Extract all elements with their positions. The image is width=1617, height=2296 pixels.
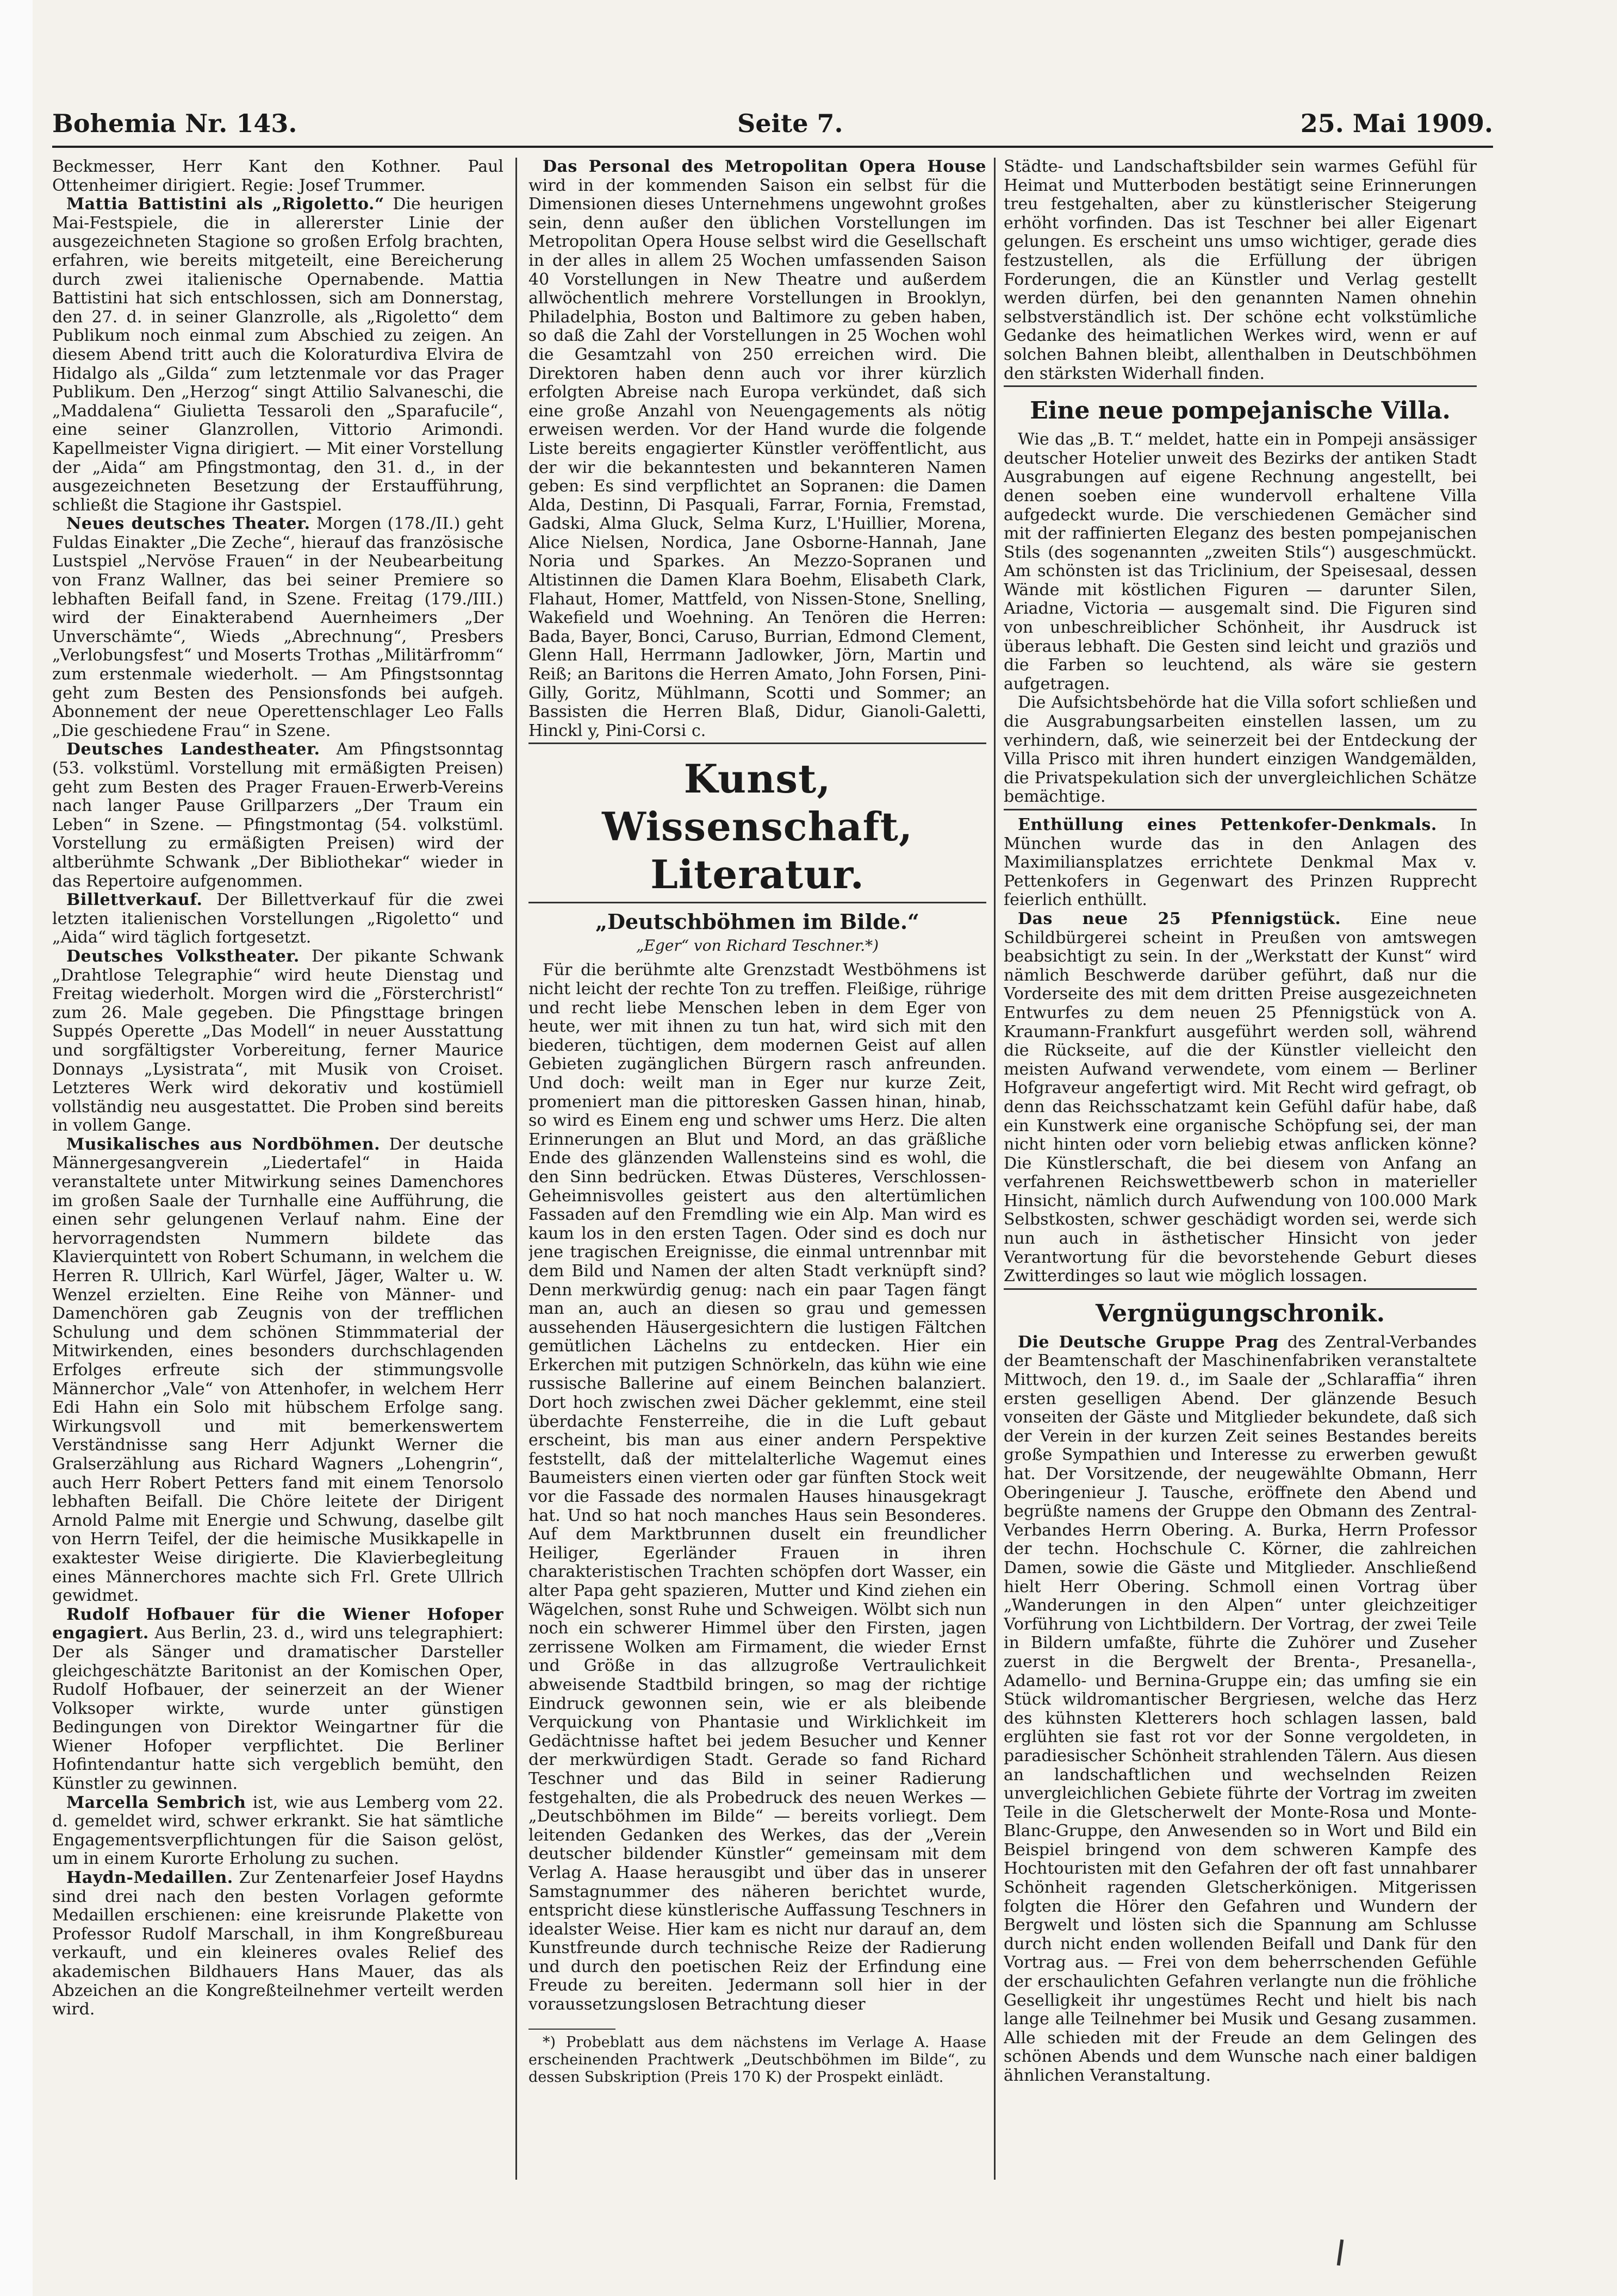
section-rule [1004,385,1477,387]
section-rule [528,902,986,903]
article-headline: Das Personal des Metropolitan Opera House [543,158,986,176]
page-header [52,109,1493,141]
article-text: Der Billettverkauf für die zwei letzten italienischen Vorstellungen „Rigoletto“ und „Aida“ wird täglich fortgesetzt. [52,890,503,947]
article-text: Aus Berlin, 23. d., wird uns telegraphiert: Der als Sänger und dramatischer Darsteller gleichgeschätzte Baritonist an der Komischen Oper, Rudolf Hofbauer, der seinerzeit an der Wiener Volksoper wirkte, wurde unter günstigen Bedingungen von Direktor Weingartner für die Wiener Hofoper verpflichtet. Die Berliner Hofintendantur hatte sich vergeblich bemüht, den Künstler zu gewinnen. [52,1624,503,1794]
article-title: Eine neue pompejanische Villa. [1030,397,1451,425]
article-paragraph: Die Aufsichtsbehörde hat die Villa sofort schließen und die Ausgrabungsarbeiten einstellen lassen, um zu verhindern, daß, wie seinerzeit bei der Entdeckung der Villa Prisco mit ihren hundert einzigen Wandgemälden, die Privatspekulation sich der unvergleichlichen Schätze bemächtige. [1004,693,1477,807]
scan-margin [0,0,33,2296]
article-headline: Enthüllung eines Pettenkofer-Denkmals. [1018,815,1437,834]
article-paragraph [52,1794,503,1869]
article-text: Der pikante Schwank „Drahtlose Telegraphie“ wird heute Dienstag und Freitag wiederholt. Morgen wird die „Försterchristl“ zum 26. Male gegeben. Die Pfingsttage bringen Suppés Operette „Das Modell“ in neuer Ausstattung und sorgfältigster Vorbereitung, ferner Maurice Donnays „Lysistrata“, mit Musik von Croiset. Letzteres Werk wird dekorativ und kostümiell vollständig neu ausgestattet. Die Proben sind bereits in vollem Gange. [52,946,503,1135]
article-paragraph [52,1135,503,1606]
article-text: Morgen (178./II.) geht Fuldas Einakter „Die Zeche“, hierauf das französische Lustspiel „Nervöse Frauen“ in der Neubearbeitung von Franz Wallner, das bei seiner Premiere so lebhaften Beifall fand, in Szene. Freitag (179./III.) wird der Einakterabend Auernheimers „Der Unverschämte“, Wieds „Abrechnung“, Presbers „Verlobungsfest“ und Moserts Trothas „Militärfromm“ zum erstenmale wiederholt. — Am Pfingstsonntag geht zum Besten des Pensionsfonds bei aufgeh. Abonnement der neue Operettenschlager Leo Falls „Die geschiedene Frau“ in Szene. [52,514,503,740]
section-title: Kunst, Wissenschaft, Literatur. [602,756,913,898]
article-paragraph [528,158,986,740]
article-text: Zur Zentenarfeier Josef Haydns sind drei nach den besten Vorlagen geformte Medaillen erschienen: eine kreisrunde Plakette von Professor Rudolf Marschall, in ihm Kongreßbureau verkauft, und ein kleineres ovales Relief des akademischen Bildhauers Hans Mauer, das als Abzeichen an die Kongreßteilnehmer verteilt werden wird. [52,1868,503,2019]
column-divider [515,158,517,2180]
column-divider [994,158,996,2180]
article-headline: Musikalisches aus Nordböhmen. [66,1134,381,1154]
article-text: Die heurigen Mai-Festspiele, die in allererster Linie der ausgezeichneten Stagione so großen Erfolg brachten, erfahren, wie bereits mitgeteilt, eine Bereicherung durch zwei italienische Opernabende. Mattia Battistini hat sich entschlossen, sich am Donnerstag, den 27. d. in seiner Glanzrolle, als „Rigoletto“ dem Publikum noch einmal zum Abschied zu zeigen. An diesem Abend tritt auch die Koloraturdiva Elvira de Hidalgo als „Gilda“ zum letztenmale vor das Prager Publikum. Den „Herzog“ singt Attilio Salvaneschi, die „Maddalena“ Giulietta Tessaroli den „Sparafucile“, eine seiner Glanzrollen, Vittorio Arimondi. Kapellmeister Vigna dirigiert. — Mit einer Vorstellung der „Aida“ am Pfingstmontag, den 31. d., in der ausgezeichneten Besetzung der Erstaufführung, schließt die Stagione ihr Gastspiel. [52,195,503,515]
section-rule [1004,1288,1477,1290]
article-headline: Rudolf Hofbauer für die Wiener Hofoper engagiert. [52,1605,503,1643]
article-paragraph [52,891,503,947]
header-rule [52,146,1493,148]
article-headline: Billettverkauf. [66,890,203,910]
column-middle [528,158,986,2180]
article-paragraph [52,1869,503,2019]
article-text: Eine neue Schildbürgerei scheint in Preußen von amtswegen beabsichtigt zu sein. In der „Werkstatt der Kunst“ wird nämlich Beschwerde darüber geführt, daß nur die Vorderseite des mit dem dritten Preise ausgezeichneten Entwurfes zu dem neuen 25 Pfennigstück von A. Kraumann-Frankfurt ausgeführt werden soll, während die Rückseite, auf die der Künstler vielleicht den meisten Aufwand verwendete, vom einem — Berliner Hofgraveur angefertigt wird. Mit Recht wird gefragt, ob denn das Reichsschatzamt kein Gefühl dafür habe, daß ein Kunstwerk eine organische Schöpfung sei, der man nicht hinten oder vorn beliebig etwas anflicken könne? Die Künstlerschaft, die bei diesem von Anfang an verfahrenen Reichswettbewerb schon in materieller Hinsicht, nämlich durch Aufwendung von 100.000 Mark Selbstkosten, schwer geschädigt worden sei, werde sich nun auch in ästhetischer Hinsicht von jeder Verantwortung für die bevorstehende Geburt dieses Zwitterdinges so laut wie möglich lossagen. [1004,909,1477,1286]
article-text: Am Pfingstsonntag (53. volkstüml. Vorstellung mit ermäßigten Preisen) geht zum Besten des Prager Frauen-Erwerb-Vereins nach langer Pause Grillparzers „Der Traum ein Leben“ in Szene. — Pfingstmontag (54. volkstüml. Vorstellung zu ermäßigten Preisen) wird der altberühmte Schwank „Der Bibliothekar“ wieder in das Repertoire aufgenommen. [52,740,503,891]
article-paragraph: Beckmesser, Herr Kant den Kothner. Paul Ottenheimer dirigiert. Regie: Josef Trummer. [52,158,503,195]
article-text: Der deutsche Männergesangverein „Liedertafel“ in Haida veranstaltete unter Mitwirkung seines Damenchores im großen Saale der Turnhalle eine Aufführung, die einen sehr gelungenen Verlauf nahm. Eine der hervorragendsten Nummern bildete das Klavierquintett von Robert Schumann, in welchem die Herren R. Ullrich, Karl Würfel, Jäger, Walter u. W. Wenzel erzielten. Eine Reihe von Männer- und Damenchören gab Zeugnis von der trefflichen Schulung und dem schönen Stimmmaterial der Mitwirkenden, eines besonders durchschlagenden Erfolges erfreute sich der stimmungsvolle Männerchor „Vale“ von Attenhofer, in welchem Herr Edi Hahn ein Solo mit hübschem Erfolge sang. Wirkungsvoll und mit bemerkenswertem Verständnisse sang Herr Adjunkt Werner die Gralserzählung aus Richard Wagners „Lohengrin“, auch Herr Robert Petters fand mit einem Tenorsolo lebhaften Beifall. Die Chöre leitete der Dirigent Arnold Palme mit Energie und Schwung, daselbe gilt von Herrn Teifel, der die heimische Musikkapelle in exaktester Weise dirigierte. Die Klavierbegleitung eines Männerchores machte sich Frl. Grete Ullrich gewidmet. [52,1134,503,1606]
article-headline: Mattia Battistini als „Rigoletto.“ [66,195,384,214]
column-right [1004,158,1477,2180]
article-headline: Das neue 25 Pfennigstück. [1018,909,1341,928]
article-paragraph [52,195,503,515]
newspaper-issue: Bohemia Nr. 143. [52,109,297,138]
article-paragraph [52,1606,503,1794]
article-paragraph [52,515,503,740]
section-rule [528,743,986,744]
article-title: „Deutschböhmen im Bilde.“ [595,909,919,934]
article-text: des Zentral-Verbandes der Beamtenschaft der Maschinenfabriken veranstaltete Mittwoch, den 19. d., im Saale der „Schlaraffia“ ihren ersten geselligen Abend. Der glänzende Besuch vonseiten der Gäste und Mitglieder bekundete, daß sich der Verein in der kurzen Zeit seines Bestandes bereits große Sympathien und Interesse zu erwerben gewußt hat. Der Vorsitzende, der neugewählte Obmann, Herr Oberingenieur J. Tausche, eröffnete den Abend und begrüßte namens der Gruppe den Obmann des Zentral-Verbandes Herrn Obering. A. Burka, Herrn Professor der techn. Hochschule C. Körner, die zahlreichen Damen, sowie die Gäste und Mitglieder. Anschließend hielt Herr Obering. Schmoll einen Vortrag über „Wanderungen in den Alpen“ unter gleichzeitiger Vorführung von Lichtbildern. Der Vortrag, der zwei Teile in Bildern umfaßte, führte die Zuhörer und Zuseher zuerst in die Bergwelt der Brenta-, Presanella-, Adamello- und Bernina-Gruppe ein; das umfing sie ein Stück wildromantischer Bergriesen, welche das Herz des kühnsten Kletterers hoch schlagen lassen, bald erglühten sie fast rot vor der Sonne vergoldeten, in paradiesischer Schönheit strahlenden Tälern. Aus diesen an landschaftlichen und wechselnden Reizen unvergleichlichen Gebiete führte der Vortrag im zweiten Teile in die Gletscherwelt der Monte-Rosa und Monte-Blanc-Gruppe, den Anwesenden so in Wort und Bild ein Beispiel bringend von dem schweren Kampfe des Hochtouristen mit den Gefahren der oft fast unnahbarer Schönheit ragenden Gletscherkönigen. Mitgerissen folgten die Hörer den Gefahren und Wundern der Bergwelt und lösten sich die Spannung am Schlusse durch nicht enden wollenden Beifall und Dank für den Vortrag aus. — Frei von dem beherrschenden Gefühle der erschaulichten Gefahren verlangte nun die fröhliche Geselligkeit ihr ungestümes Recht und hielt bis nach lange alle Teilnehmer bei Musik und Gesang zusammen. Alle schieden mit der Freude an dem Gelingen des schönen Abends und dem Wunsche nach einer baldigen ähnlichen Veranstaltung. [1004,1332,1477,2085]
article-headline: Deutsches Landestheater. [66,740,320,759]
article-paragraph [1004,816,1477,910]
article-title: Vergnügungschronik. [1095,1299,1385,1327]
article-subtitle: „Eger“ von Richard Teschner.*) [636,937,879,955]
article-paragraph [1004,1333,1477,2086]
article-text: wird in der kommenden Saison ein selbst für die Dimensionen dieses Unternehmens ungewohnt großes sein, denn außer den üblichen Vorstellungen im Metropolitan Opera House selbst wird die Gesellschaft in der alles in allem 25 Wochen umfassenden Saison 40 Vorstellungen in New Theatre und außerdem allwöchentlich mehrere Vorstellungen in Brooklyn, Philadelphia, Boston und Baltimore zu geben haben, so daß die Zahl der Vorstellungen in 25 Wochen wohl die Gesamtzahl von 250 erreichen wird. Die Direktoren haben denn auch vor ihrer kürzlich erfolgten Abreise nach Europa verkündet, daß sich eine große Anzahl von Neuengagements als nötig erweisen werden. Vor der Hand wurde die folgende Liste bereits engagierter Künstler veröffentlicht, aus der wir die bekanntesten und bekannteren Namen geben: Es sind verpflichtet an Sopranen: die Damen Alda, Destinn, Di Pasquali, Farrar, Fornia, Fremstad, Gadski, Alma Gluck, Selma Kurz, L'Huillier, Morena, Alice Nielsen, Nordica, Jane Osborne-Hannah, Jane Noria und Sparkes. An Mezzo-Sopranen und Altistinnen die Damen Klara Boehm, Elisabeth Clark, Flahaut, Homer, Mattfeld, von Nissen-Stone, Snelling, Wakefield und Woehning. An Tenören die Herren: Bada, Bayer, Bonci, Caruso, Burrian, Edmond Clement, Glenn Hall, Herrmann Jadlowker, Jörn, Martin und Reiß; an Baritons die Herren Amato, John Forsen, Pini-Gilly, Goritz, Mühlmann, Scotti und Sommer; an Bassisten die Herren Blaß, Didur, Gianoli-Galetti, Hinckl y, Pini-Corsi c. [528,176,986,740]
article-text: In München wurde das in den Anlagen des Maximiliansplatzes errichtete Denkmal Max v. Pettenkofers in Gegenwart des Prinzen Rupprecht feierlich enthüllt. [1004,815,1477,910]
article-headline: Die Deutsche Gruppe Prag [1018,1332,1279,1352]
article-paragraph: Für die berühmte alte Grenzstadt Westböhmens ist nicht leicht der rechte Ton zu treffen. Fleißige, rührige und recht liebe Menschen leben in dem Eger von heute, wer mit ihnen zu tun hat, wird sich mit den biederen, tüchtigen, dem modernen Geist auf allen Gebieten zugänglichen Bürgern rasch anfreunden. Und doch: weilt man in Eger nur kurze Zeit, promeniert man die pittoresken Gassen hinan, hinab, so wird es Einem eng und schwer ums Herz. Die alten Erinnerungen an Blut und Mord, an das gräßliche Ende des glänzenden Wallensteins sind es wohl, die den Sinn bedrücken. Etwas Düsteres, Verschlossen-Geheimnisvolles geistert aus den altertümlichen Fassaden auf den Fremdling wie ein Alp. Man wird es kaum los in den ersten Tagen. Oder sind es doch nur jene tragischen Ereignisse, die einmal untrennbar mit dem Bild und Namen der alten Stadt verknüpft sind? Denn merkwürdig genug: nach ein paar Tagen fängt man an, auch an diesen so grau und gemessen aussehenden Häusergesichtern die lustigen Fältchen gemütlichen Lächelns zu entdecken. Hier ein Erkerchen mit putzigen Schnörkeln, das kühn wie eine russische Ballerine auf einem Beinchen balanziert. Dort hoch zwischen zwei Dächer geklemmt, eine steil überdachte Fensterreihe, die in die Luft gebaut erscheint, bis man aus einer andern Perspektive feststellt, daß der mittelalterliche Wagemut eines Baumeisters einen vierten oder gar fünften Stock weit vor die Fassade des normalen Hauses hinausgekragt hat. Und so hat noch manches Haus sein Besonderes. Auf dem Marktbrunnen duselt ein freundlicher Heiliger, Egerländer Frauen in ihren charakteristischen Trachten schöpfen dort Wasser, ein alter Papa geht spazieren, Mutter und Kind ziehen ein Wägelchen, sonst Ruhe und Schweigen. Wölbt sich nun noch ein schwerer Himmel über den Firsten, jagen zerrissene Wolken am Firmament, die wieder Ernst und Größe in das allzugroße Vertraulichkeit abweisende Stadtbild bringen, so mag der richtige Eindruck gewonnen sein, wie er als bleibende Verquickung von Phantasie und Wirklichkeit im Gedächtnisse haftet bei jedem Besucher und Kenner der merkwürdigen Stadt. Gerade so fand Richard Teschner und das Bild in seiner Radierung festgehalten, die als Probedruck des neuen Werkes — „Deutschböhmen im Bilde“ — bereits vorliegt. Dem leitenden Gedanken des Werkes, das der „Verein deutscher bildender Künstler“ gemeinsam mit dem Verlag A. Haase herausgibt und über das in unserer Samstagnummer des näheren berichtet wurde, entspricht diese künstlerische Auffassung Teschners in idealster Weise. Hier kam es nicht nur darauf an, dem Kunstfreunde durch technische Reize der Radierung und durch den poetischen Reiz der Erfindung eine Freude zu bereiten. Jedermann soll hier in der voraussetzungslosen Betrachtung dieser [528,960,986,2014]
column-left [52,158,503,2180]
footnote-rule [528,2029,615,2030]
article-paragraph [52,740,503,891]
article-headline: Deutsches Volkstheater. [66,946,300,966]
article-headline: Haydn-Medaillen. [66,1868,233,1888]
article-headline: Neues deutsches Theater. [66,514,310,534]
ink-mark [1337,2239,1344,2266]
article-paragraph: Wie das „B. T.“ meldet, hatte ein in Pompeji ansässiger deutscher Hotelier unweit des Bezirks der antiken Stadt Ausgrabungen auf eigene Rechnung angestellt, bei denen soeben eine wundervoll erhaltene Villa aufgedeckt wurde. Die verschiedenen Gemächer sind mit der raffinierten Eleganz des besten pompejanischen Stils (des sogenannten „zweiten Stils“) ausgeschmückt. Am schönsten ist das Triclinium, der Speisesaal, dessen Wände mit köstlichen Figuren — darunter Silen, Ariadne, Victoria — ausgemalt sind. Die Figuren sind von unbeschreiblicher Schönheit, ihr Ausdruck ist überaus lebhaft. Die Gesten sind leicht und graziös und die Farben so leuchtend, als wäre sie gestern aufgetragen. [1004,430,1477,694]
article-paragraph [52,947,503,1135]
section-rule [1004,809,1477,810]
footnote: *) Probeblatt aus dem nächstens im Verlage A. Haase erscheinenden Prachtwerk „Deutschböhmen im Bilde“, zu dessen Subskription (Preis 170 K) der Prospekt einlädt. [528,2033,986,2086]
article-paragraph [1004,910,1477,1286]
article-paragraph: Städte- und Landschaftsbilder sein warmes Gefühl für Heimat und Mutterboden bestätigt seine Erinnerungen treu festgehalten, aber zu künstlerischer Steigerung erhöht vorfinden. Das ist Teschner bei aller Eigenart gelungen. Es erscheint uns umso wichtiger, gerade dies festzustellen, als die Erfüllung der übrigen Forderungen, die an Künstler und Verlag gestellt werden dürfen, bei den genannten Namen ohnehin selbstverständlich ist. Der schöne echt volkstümliche Gedanke des heimatlichen Werkes wird, wenn er auf solchen Bahnen bleibt, allenthalben in Deutschböhmen den stärksten Widerhall finden. [1004,158,1477,383]
article-text: ist, wie aus Lemberg vom 22. d. gemeldet wird, schwer erkrankt. Sie hat sämtliche Engagementsverpflichtungen für die Saison gelöst, um in einem Kurorte Erholung zu suchen. [52,1793,503,1869]
page-number: Seite 7. [737,109,843,138]
article-headline: Marcella Sembrich [66,1793,246,1812]
issue-date: 25. Mai 1909. [1300,109,1493,138]
